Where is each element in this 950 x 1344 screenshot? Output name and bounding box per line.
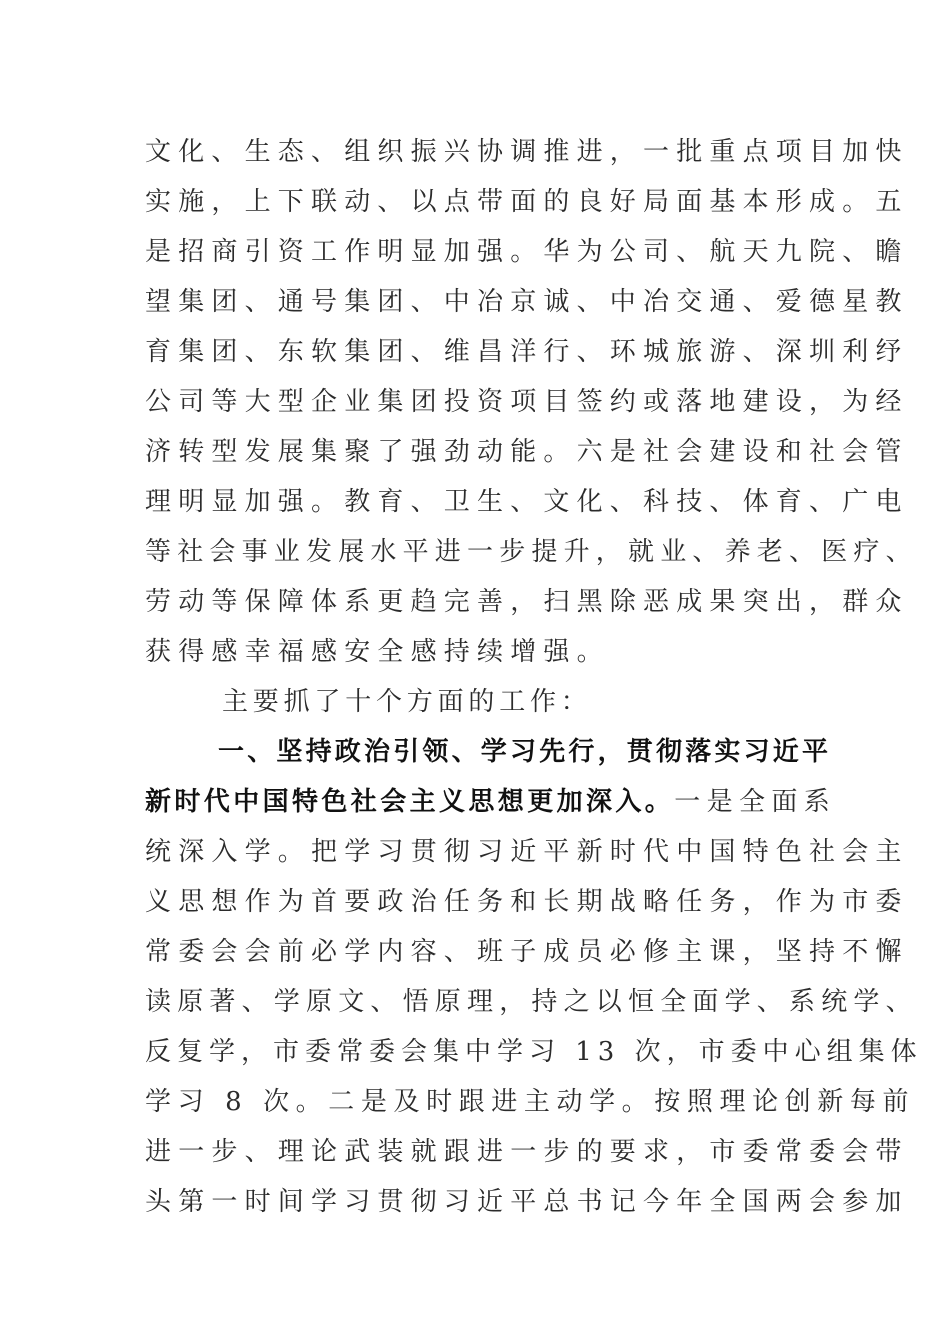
text-line-13: 义思想作为首要政治任务和长期战略任务，作为市委 [145, 887, 909, 917]
text-line-11: 获得感幸福感安全感持续增强。 [145, 637, 610, 667]
text-line-3: 是招商引资工作明显加强。华为公司、航天九院、瞻 [145, 237, 909, 267]
section-heading-line-1: 一、坚持政治引领、学习先行，贯彻落实习近平 [218, 737, 832, 767]
text-line-17: 学习 8 次。二是及时跟进主动学。按照理论创新每前 [145, 1087, 916, 1117]
text-line-15: 读原著、学原文、悟原理，持之以恒全面学、系统学、 [145, 987, 918, 1017]
text-line-1: 文化、生态、组织振兴协调推进，一批重点项目加快 [145, 137, 909, 167]
section-heading-line-2 [145, 782, 836, 822]
text-line-16: 反复学，市委常委会集中学习 13 次，市委中心组集体 [145, 1037, 923, 1067]
text-line-5: 育集团、东软集团、维昌洋行、环城旅游、深圳利纾 [145, 337, 909, 367]
text-line-12: 统深入学。把学习贯彻习近平新时代中国特色社会主 [145, 837, 909, 867]
text-line-14: 常委会会前必学内容、班子成员必修主课，坚持不懈 [145, 937, 909, 967]
intro-line: 主要抓了十个方面的工作： [222, 687, 592, 717]
text-line-6: 公司等大型企业集团投资项目签约或落地建设，为经 [145, 387, 909, 417]
section-heading-rest: 一是全面系 [674, 787, 837, 817]
text-line-2: 实施，上下联动、以点带面的良好局面基本形成。五 [145, 187, 909, 217]
text-line-9: 等社会事业发展水平进一步提升，就业、养老、医疗、 [145, 537, 918, 567]
text-line-7: 济转型发展集聚了强劲动能。六是社会建设和社会管 [145, 437, 909, 467]
text-line-18: 进一步、理论武装就跟进一步的要求，市委常委会带 [145, 1137, 909, 1167]
text-line-8: 理明显加强。教育、卫生、文化、科技、体育、广电 [145, 487, 909, 517]
text-line-4: 望集团、通号集团、中冶京诚、中冶交通、爱德星教 [145, 287, 909, 317]
text-line-10: 劳动等保障体系更趋完善，扫黑除恶成果突出，群众 [145, 587, 909, 617]
section-heading-bold-part: 新时代中国特色社会主义思想更加深入。 [145, 787, 675, 817]
text-line-19: 头第一时间学习贯彻习近平总书记今年全国两会参加 [145, 1187, 909, 1217]
